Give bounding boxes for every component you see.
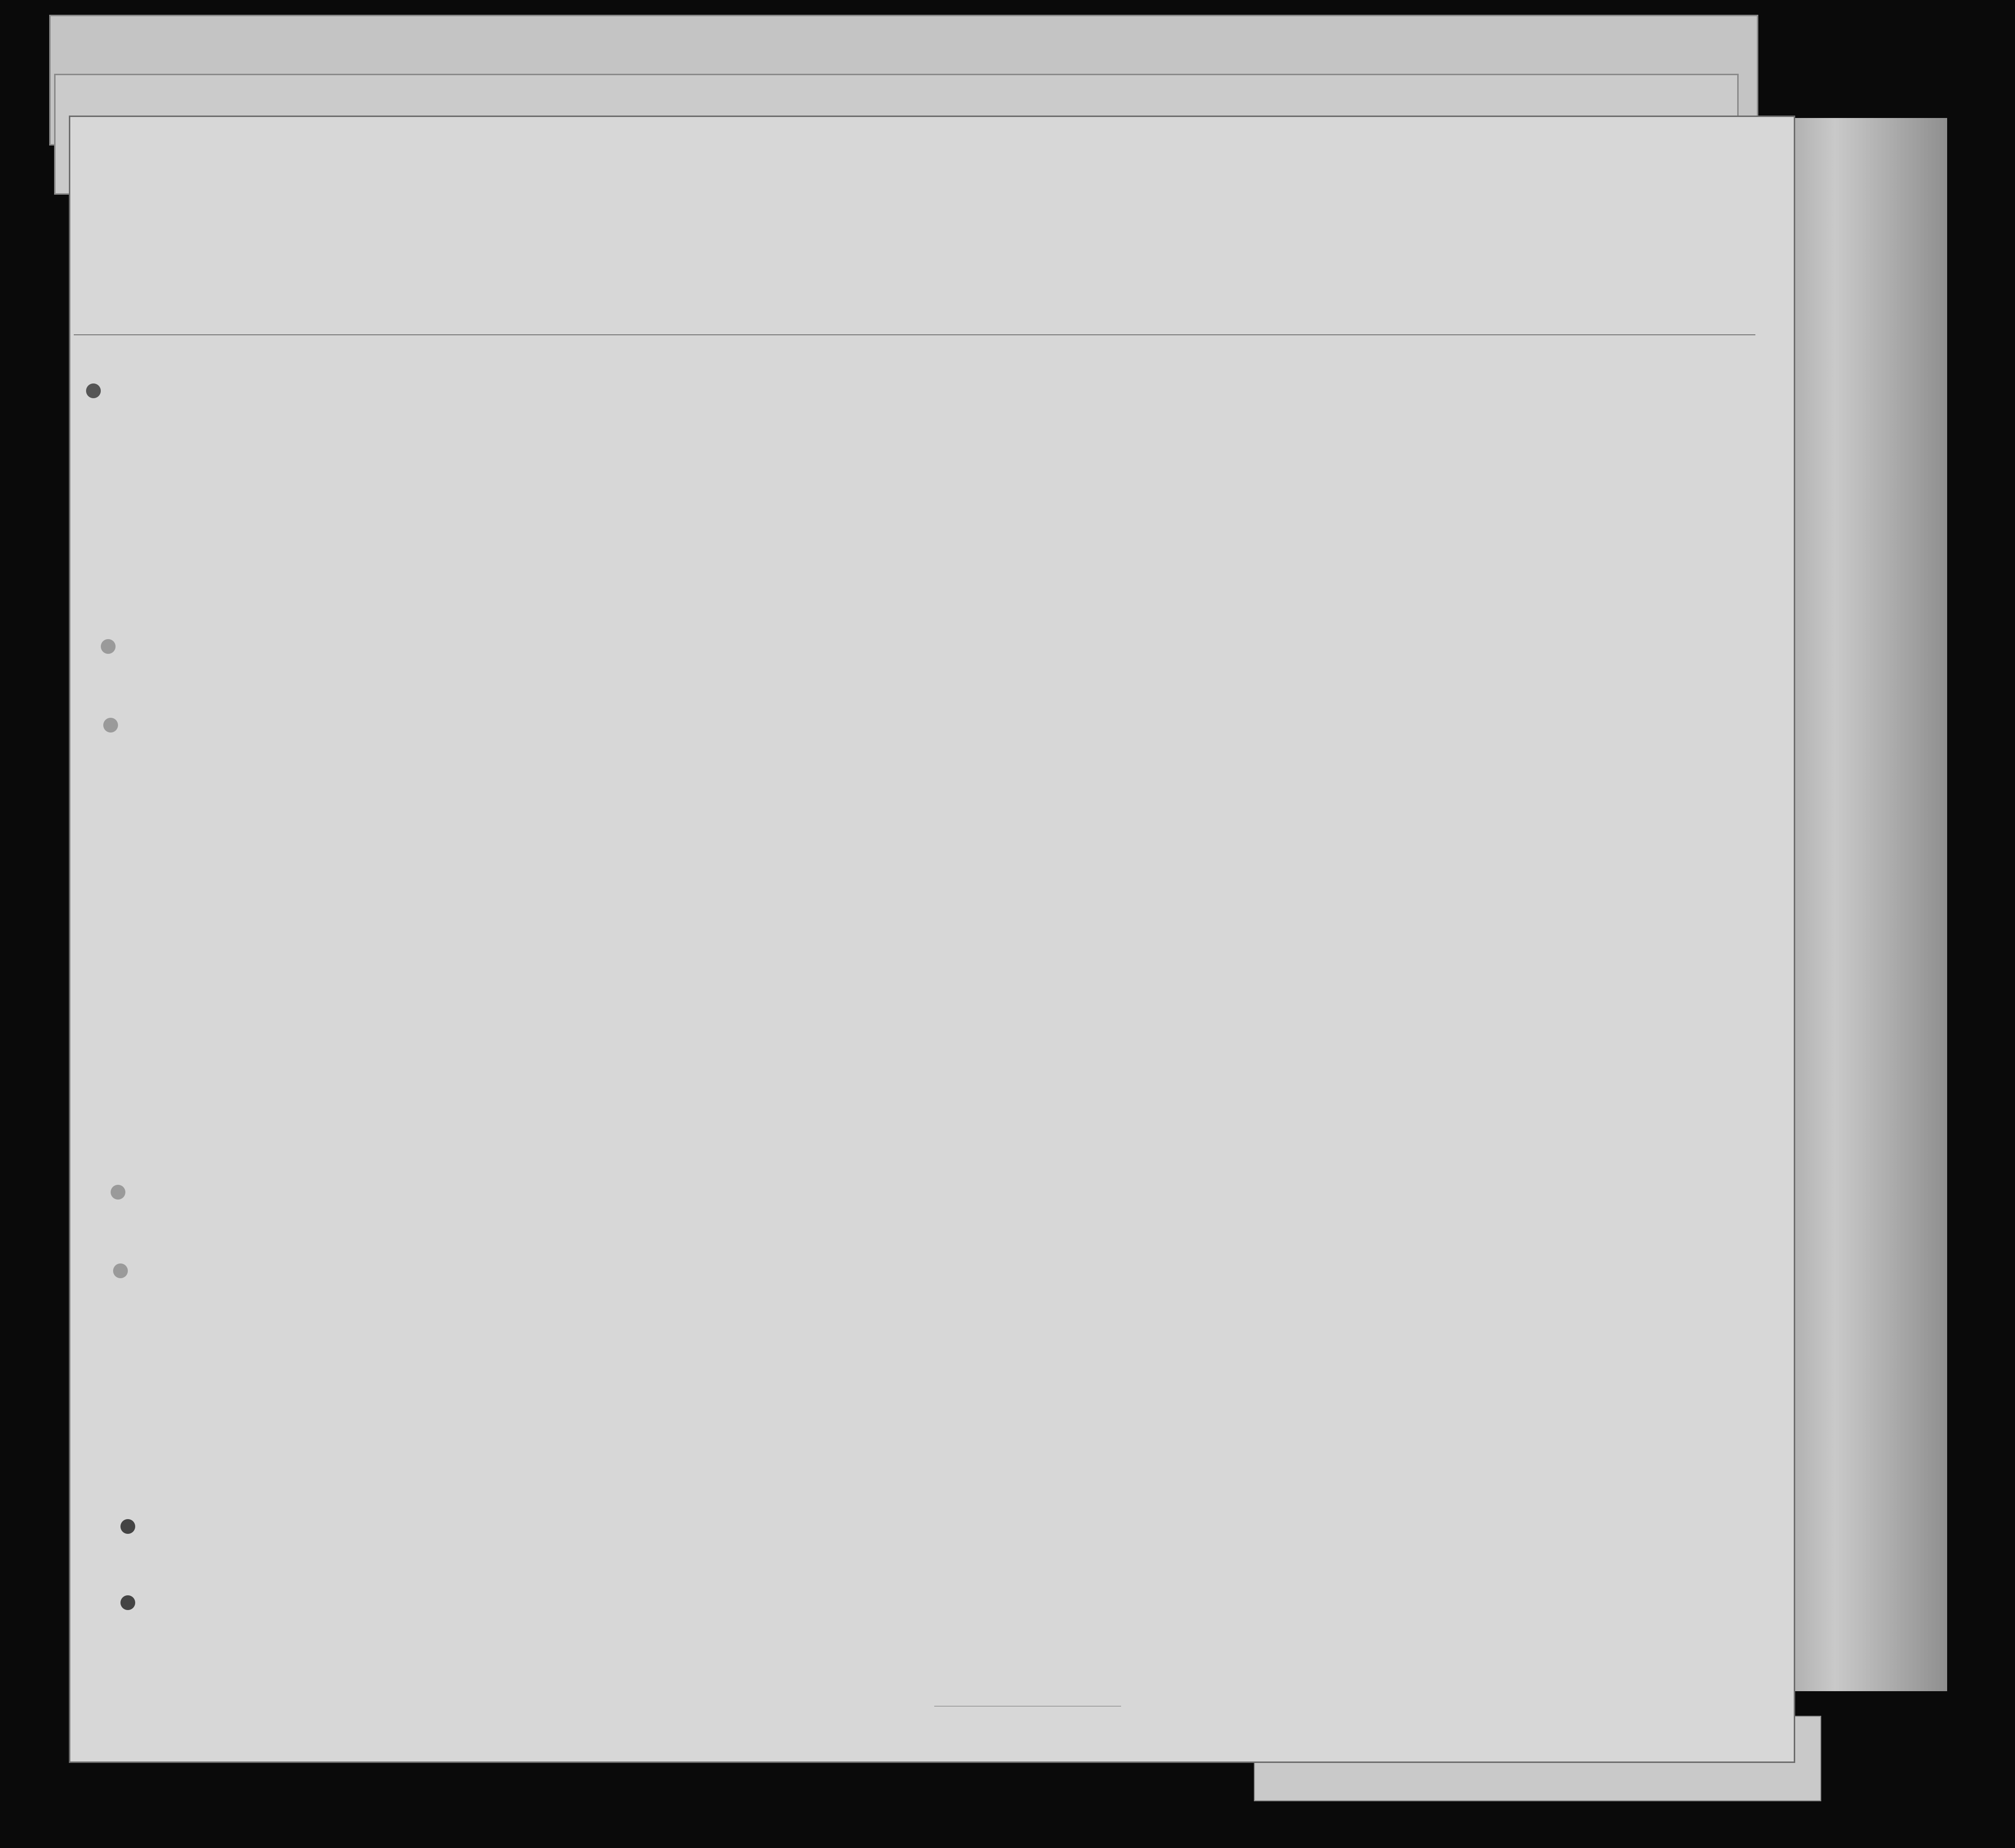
- punch-hole: [86, 383, 101, 398]
- punch-hole: [120, 1595, 135, 1610]
- punch-hole: [103, 718, 118, 733]
- punch-hole: [120, 1519, 135, 1534]
- punch-hole: [101, 639, 116, 654]
- punch-hole: [113, 1263, 128, 1278]
- punch-hole: [111, 1185, 125, 1200]
